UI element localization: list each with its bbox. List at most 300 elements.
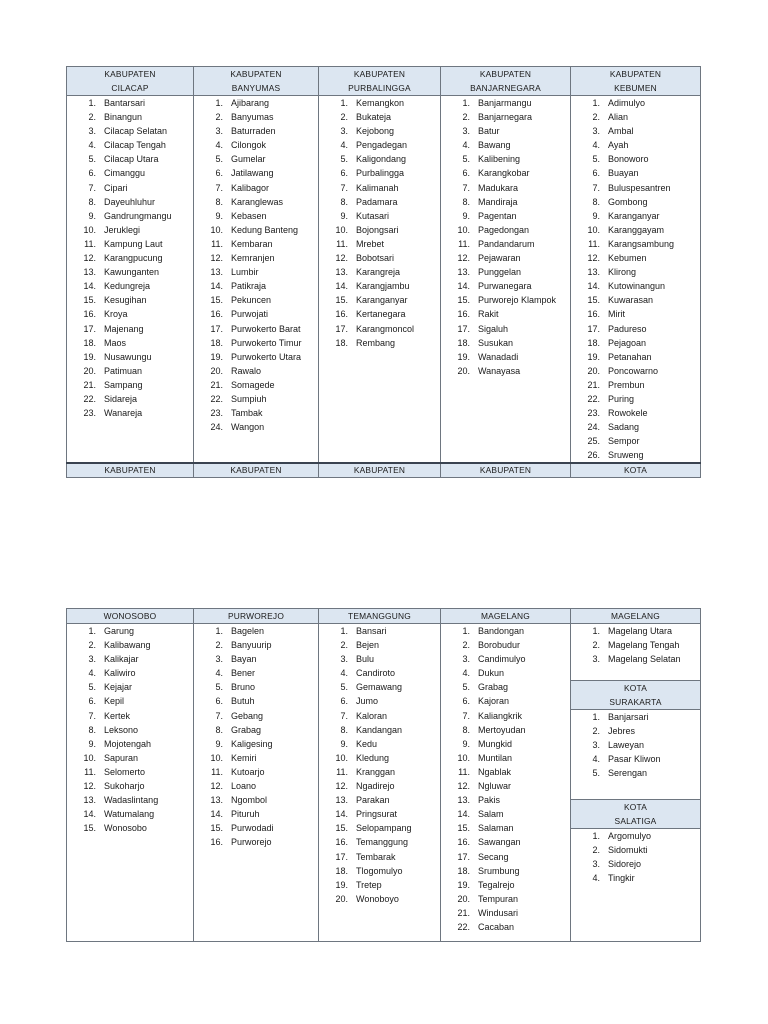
- list-item: [194, 293, 318, 307]
- list-item: [194, 195, 318, 209]
- header-line: KOTA: [624, 802, 647, 812]
- item-number: 3.: [592, 126, 600, 137]
- list-item: [319, 209, 440, 223]
- list-item: [67, 624, 193, 638]
- list-item: [441, 864, 570, 878]
- item-number: 9.: [340, 210, 348, 221]
- district-name: Kemranjen: [231, 253, 275, 264]
- list-item: [67, 666, 193, 680]
- district-name: Wanayasa: [478, 365, 521, 376]
- district-name: Wanadadi: [478, 351, 519, 362]
- district-name: Sruweng: [608, 450, 644, 461]
- item-number: 7.: [215, 710, 223, 721]
- list-item: [319, 223, 440, 237]
- district-name: Kalimanah: [356, 182, 399, 193]
- district-name: Bulu: [356, 654, 375, 665]
- district-name: Kalibawang: [104, 640, 151, 651]
- item-number: 4.: [340, 668, 348, 679]
- item-number: 26.: [587, 450, 600, 461]
- district-name: Grabag: [478, 682, 509, 693]
- column-header: [571, 67, 701, 96]
- item-number: 9.: [215, 210, 223, 221]
- item-number: 16.: [335, 309, 348, 320]
- list-item: [67, 237, 193, 251]
- item-number: 2.: [462, 640, 470, 651]
- list-item: [67, 392, 193, 406]
- list-item: [194, 307, 318, 321]
- item-number: 20.: [587, 365, 600, 376]
- header-line: KOTA: [624, 683, 647, 693]
- list-item: [441, 723, 570, 737]
- item-number: 20.: [335, 893, 348, 904]
- district-name: Watumalang: [104, 809, 155, 820]
- district-name: Bawang: [478, 140, 511, 151]
- district-name: Grabag: [231, 724, 262, 735]
- list-item: [194, 378, 318, 392]
- district-list: [194, 624, 318, 850]
- list-item: [194, 694, 318, 708]
- item-number: 1.: [592, 626, 600, 636]
- item-number: 4.: [592, 140, 600, 151]
- item-number: 5.: [340, 154, 348, 165]
- item-number: 24.: [210, 422, 223, 433]
- district-list: [571, 710, 700, 799]
- list-item: [571, 307, 700, 321]
- district-name: Rembang: [356, 337, 396, 348]
- item-number: 8.: [462, 724, 470, 735]
- item-number: 16.: [587, 309, 600, 320]
- district-name: Jatilawang: [231, 168, 274, 179]
- list-item: [67, 652, 193, 666]
- item-number: 18.: [457, 337, 470, 348]
- item-number: 1.: [592, 712, 600, 722]
- list-item: [571, 406, 700, 420]
- list-item: [571, 364, 700, 378]
- item-number: 14.: [210, 281, 223, 292]
- district-name: Selomerto: [104, 766, 146, 777]
- list-item: [441, 336, 570, 350]
- item-number: 21.: [587, 379, 600, 390]
- item-number: 22.: [83, 393, 96, 404]
- item-number: 10.: [210, 224, 223, 235]
- district-name: Somagede: [231, 379, 275, 390]
- list-item: [194, 751, 318, 765]
- list-item: [571, 336, 700, 350]
- item-number: 15.: [210, 295, 223, 306]
- item-number: 5.: [88, 154, 96, 165]
- item-number: 16.: [83, 309, 96, 320]
- list-item: [441, 765, 570, 779]
- district-name: Sidorejo: [608, 859, 642, 870]
- item-number: 15.: [83, 823, 96, 834]
- item-number: 16.: [457, 837, 470, 848]
- district-name: Tempuran: [478, 893, 519, 904]
- district-column: [441, 96, 571, 464]
- item-number: 19.: [587, 351, 600, 362]
- list-item: [441, 307, 570, 321]
- list-item: [441, 652, 570, 666]
- column-header: [441, 67, 571, 96]
- district-name: Kaliwiro: [104, 668, 136, 679]
- list-item: [194, 680, 318, 694]
- list-item: [67, 124, 193, 138]
- district-name: Purwodadi: [231, 823, 274, 834]
- list-item: [571, 166, 700, 180]
- item-number: 13.: [83, 267, 96, 278]
- item-number: 13.: [457, 267, 470, 278]
- list-item: [194, 209, 318, 223]
- district-name: Banyumas: [231, 112, 274, 123]
- list-item: [194, 737, 318, 751]
- list-item: [441, 265, 570, 279]
- column-header: [67, 67, 194, 96]
- district-name: Puring: [608, 393, 635, 404]
- item-number: 8.: [462, 196, 470, 207]
- list-item: [67, 807, 193, 821]
- header-line: KABUPATEN: [104, 69, 156, 79]
- item-number: 21.: [83, 379, 96, 390]
- column-footer: KABUPATEN: [194, 463, 319, 478]
- item-number: 7.: [340, 182, 348, 193]
- district-name: Kertanegara: [356, 309, 406, 320]
- item-number: 12.: [335, 253, 348, 264]
- list-item: [194, 364, 318, 378]
- district-name: Bansari: [356, 626, 387, 636]
- district-name: Kalibening: [478, 154, 521, 165]
- list-item: [194, 835, 318, 849]
- list-item: [67, 694, 193, 708]
- district-name: Sigaluh: [478, 323, 509, 334]
- item-number: 3.: [340, 126, 348, 137]
- list-item: [319, 237, 440, 251]
- district-name: Cilacap Tengah: [104, 140, 166, 151]
- list-item: [194, 765, 318, 779]
- district-name: Pejagoan: [608, 337, 647, 348]
- header-line: KABUPATEN: [479, 69, 532, 79]
- district-name: Banyuurip: [231, 640, 272, 651]
- district-name: Parakan: [356, 795, 390, 806]
- list-item: [319, 279, 440, 293]
- list-item: [67, 680, 193, 694]
- district-column: [67, 96, 194, 464]
- item-number: 16.: [457, 309, 470, 320]
- item-number: 21.: [457, 907, 470, 918]
- district-name: Bagelen: [231, 626, 265, 636]
- list-item: [194, 624, 318, 638]
- district-name: Kaloran: [356, 710, 388, 721]
- item-number: 17.: [210, 323, 223, 334]
- item-number: 2.: [462, 112, 470, 123]
- item-number: 1.: [340, 98, 348, 108]
- district-list: [67, 624, 193, 835]
- district-list: [319, 624, 440, 906]
- list-item: [194, 251, 318, 265]
- district-name: Karangmoncol: [356, 323, 415, 334]
- district-name: Wanareja: [104, 408, 143, 419]
- district-column: [194, 96, 319, 464]
- list-item: [319, 765, 440, 779]
- item-number: 6.: [215, 168, 223, 179]
- district-name: Banjarnegara: [478, 112, 533, 123]
- list-item: [319, 680, 440, 694]
- item-number: 6.: [462, 696, 470, 707]
- item-number: 3.: [340, 654, 348, 665]
- item-number: 10.: [335, 224, 348, 235]
- district-name: Karangsambung: [608, 238, 675, 249]
- district-name: Salam: [478, 809, 504, 820]
- list-item: [194, 638, 318, 652]
- item-number: 25.: [587, 436, 600, 447]
- list-item: [571, 829, 700, 843]
- item-number: 21.: [210, 379, 223, 390]
- list-item: [319, 96, 440, 110]
- item-number: 15.: [457, 823, 470, 834]
- list-item: [194, 652, 318, 666]
- item-number: 14.: [457, 809, 470, 820]
- item-number: 20.: [83, 365, 96, 376]
- district-name: Kutasari: [356, 210, 390, 221]
- item-number: 1.: [215, 98, 223, 108]
- district-name: Alian: [608, 112, 629, 123]
- list-item: [571, 322, 700, 336]
- item-number: 17.: [457, 323, 470, 334]
- list-item: [67, 293, 193, 307]
- list-item: [441, 807, 570, 821]
- district-name: Cimanggu: [104, 168, 146, 179]
- item-number: 10.: [457, 224, 470, 235]
- item-number: 17.: [457, 851, 470, 862]
- district-name: Dukun: [478, 668, 505, 679]
- list-item: [571, 195, 700, 209]
- district-name: Pituruh: [231, 809, 260, 820]
- district-name: Kranggan: [356, 766, 396, 777]
- list-item: [194, 223, 318, 237]
- district-name: Kampung Laut: [104, 238, 163, 249]
- item-number: 14.: [210, 809, 223, 820]
- item-number: 4.: [592, 873, 600, 884]
- list-item: [194, 166, 318, 180]
- list-item: [441, 237, 570, 251]
- item-number: 6.: [340, 696, 348, 707]
- district-name: Mertoyudan: [478, 724, 526, 735]
- district-name: Gombong: [608, 196, 648, 207]
- item-number: 7.: [88, 182, 96, 193]
- district-name: Ngluwar: [478, 781, 512, 792]
- district-name: Lumbir: [231, 267, 259, 278]
- item-number: 8.: [340, 724, 348, 735]
- district-name: Klirong: [608, 267, 637, 278]
- list-item: [194, 793, 318, 807]
- item-number: 10.: [83, 224, 96, 235]
- item-number: 11.: [458, 766, 470, 777]
- list-item: [319, 652, 440, 666]
- header-row: [67, 67, 701, 96]
- district-name: Dayeuhluhur: [104, 196, 156, 207]
- item-number: 2.: [592, 845, 600, 856]
- list-item: [194, 124, 318, 138]
- item-number: 18.: [335, 865, 348, 876]
- item-number: 4.: [88, 668, 96, 679]
- item-number: 2.: [88, 640, 96, 651]
- item-number: 9.: [215, 738, 223, 749]
- district-name: Petanahan: [608, 351, 652, 362]
- item-number: 2.: [215, 112, 223, 123]
- district-name: Magelang Selatan: [608, 654, 681, 665]
- item-number: 5.: [462, 682, 470, 693]
- bottom-regency-table: [66, 608, 701, 942]
- list-item: [571, 434, 700, 448]
- list-item: [319, 124, 440, 138]
- district-name: Jumo: [356, 696, 379, 707]
- district-name: Bandongan: [478, 626, 525, 636]
- salatiga-header: [571, 799, 700, 829]
- list-item: [571, 209, 700, 223]
- item-number: 3.: [215, 654, 223, 665]
- item-number: 12.: [335, 781, 348, 792]
- list-item: [571, 279, 700, 293]
- item-number: 23.: [210, 408, 223, 419]
- list-item: [67, 152, 193, 166]
- district-name: Kedu: [356, 738, 378, 749]
- district-name: Salaman: [478, 823, 514, 834]
- item-number: 23.: [83, 408, 96, 419]
- list-item: [319, 181, 440, 195]
- column-header: WONOSOBO: [67, 609, 194, 624]
- item-number: 1.: [462, 98, 470, 108]
- district-column: [319, 96, 441, 464]
- list-item: [319, 307, 440, 321]
- item-number: 8.: [215, 724, 223, 735]
- item-number: 14.: [335, 281, 348, 292]
- district-name: Pandandarum: [478, 238, 535, 249]
- list-item: [441, 835, 570, 849]
- list-item: [67, 638, 193, 652]
- list-item: [571, 710, 700, 724]
- item-number: 1.: [340, 626, 348, 636]
- item-number: 2.: [88, 112, 96, 123]
- district-name: Sapuran: [104, 752, 139, 763]
- district-name: Kaligesing: [231, 738, 273, 749]
- district-name: Sukoharjo: [104, 781, 145, 792]
- list-item: [571, 110, 700, 124]
- header-line: BANJARNEGARA: [470, 83, 541, 93]
- item-number: 15.: [210, 823, 223, 834]
- header-line: KABUPATEN: [609, 69, 662, 79]
- district-name: Sempor: [608, 436, 640, 447]
- district-name: Karangkobar: [478, 168, 530, 179]
- district-name: Kledung: [356, 752, 390, 763]
- district-name: Karangpucung: [104, 253, 163, 264]
- item-number: 2.: [592, 640, 600, 651]
- district-name: Kejobong: [356, 126, 395, 137]
- item-number: 14.: [587, 281, 600, 292]
- list-item: [571, 237, 700, 251]
- item-number: 12.: [83, 781, 96, 792]
- list-item: [571, 752, 700, 766]
- list-item: [194, 322, 318, 336]
- item-number: 19.: [335, 879, 348, 890]
- list-item: [67, 223, 193, 237]
- district-name: Karanganyar: [356, 295, 408, 306]
- district-name: Argomulyo: [608, 831, 652, 841]
- district-name: Ambal: [608, 126, 634, 137]
- district-name: Kembaran: [231, 238, 273, 249]
- district-name: Temanggung: [356, 837, 409, 848]
- district-name: Sawangan: [478, 837, 521, 848]
- item-number: 4.: [462, 140, 470, 151]
- list-item: [67, 322, 193, 336]
- item-number: 2.: [215, 640, 223, 651]
- list-item: [571, 724, 700, 738]
- item-number: 3.: [215, 126, 223, 137]
- surakarta-header: [571, 680, 700, 710]
- item-number: 9.: [462, 738, 470, 749]
- item-number: 14.: [83, 281, 96, 292]
- item-number: 13.: [83, 795, 96, 806]
- district-name: Bruno: [231, 682, 256, 693]
- list-item: [194, 96, 318, 110]
- list-item: [194, 807, 318, 821]
- item-number: 22.: [587, 393, 600, 404]
- list-item: [194, 821, 318, 835]
- district-name: Bejen: [356, 640, 380, 651]
- list-item: [319, 336, 440, 350]
- item-number: 1.: [215, 626, 223, 636]
- district-name: Mirit: [608, 309, 625, 320]
- district-name: Candiroto: [356, 668, 396, 679]
- district-name: Bayan: [231, 654, 257, 665]
- district-name: Purworejo: [231, 837, 272, 848]
- item-number: 1.: [88, 98, 96, 108]
- list-item: [67, 350, 193, 364]
- item-number: 1.: [592, 831, 600, 841]
- item-number: 1.: [462, 626, 470, 636]
- district-name: Cacaban: [478, 921, 515, 932]
- list-item: [441, 364, 570, 378]
- district-name: Windusari: [478, 907, 519, 918]
- district-name: Kutoarjo: [231, 766, 265, 777]
- list-item: [441, 906, 570, 920]
- list-item: [441, 821, 570, 835]
- district-name: Karanganyar: [608, 210, 660, 221]
- district-name: Purwokerto Utara: [231, 351, 302, 362]
- header-line: SALATIGA: [614, 816, 657, 826]
- item-number: 9.: [462, 210, 470, 221]
- item-number: 6.: [215, 696, 223, 707]
- list-item: [571, 152, 700, 166]
- list-item: [67, 709, 193, 723]
- district-name: Cilacap Utara: [104, 154, 159, 165]
- item-number: 11.: [336, 238, 348, 249]
- district-name: Kebumen: [608, 253, 647, 264]
- district-name: Magelang Utara: [608, 626, 673, 636]
- column-header: PURWOREJO: [194, 609, 319, 624]
- district-name: Tingkir: [608, 873, 635, 884]
- column-footer: KABUPATEN: [67, 463, 194, 478]
- district-list: [441, 96, 570, 378]
- district-name: Jebres: [608, 726, 636, 737]
- district-name: Bojongsari: [356, 224, 399, 235]
- list-item: [571, 392, 700, 406]
- list-item: [67, 138, 193, 152]
- item-number: 4.: [592, 754, 600, 765]
- item-number: 20.: [457, 893, 470, 904]
- district-name: Kesugihan: [104, 295, 147, 306]
- district-name: Kuwarasan: [608, 295, 654, 306]
- item-number: 4.: [88, 140, 96, 151]
- list-item: [441, 110, 570, 124]
- district-name: Maos: [104, 337, 127, 348]
